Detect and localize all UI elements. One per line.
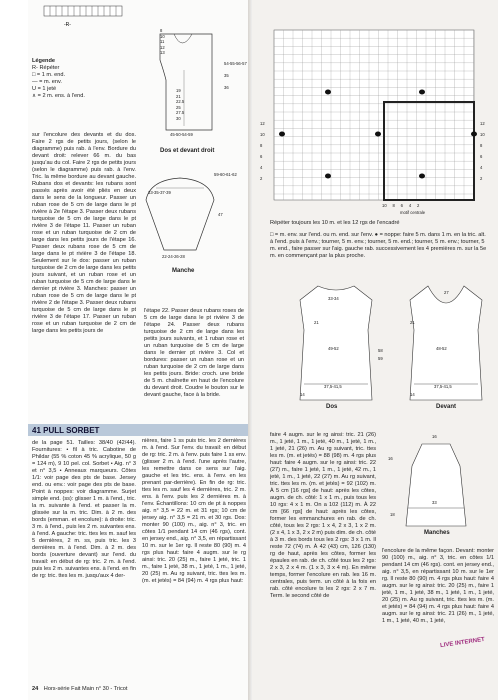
- sleeve-mid-label: 33-35-37-39: [148, 190, 171, 195]
- publication-name: Hors-série Fait Main n° 30 - Tricot: [43, 686, 128, 692]
- front-top-nums: 8 10 11 12 13: [160, 28, 165, 55]
- pull-col4: l'encolure de la même façon. Devant: monter 90 (100) m., aig. n° 3, tric. en côtes 1/1 pendant 14 cm (46 rgs). cont. en jersey end., aig. n° 3,5, en répartissant 10 m. sur le 1er rg. Il reste 80 (90) m. 4 rgs plus haut: faire 4 augm. sur le rg ainsi: tric. 20 (25) m., faire 1 jeté, 1 m., 1 jeté, 38 m., 1 jeté, 1 m., 1 jeté, 20 (25) m. Au rg suivant, tric. ttes les m. (m. et jetés) = 84 (94) m. 4 rgs plus haut: faire 4 augm. sur le rg ainsi: tric. 21 (26) m., 1 jeté, 1 m., 1 jeté, 40 m., 1 jeté,: [382, 548, 494, 624]
- manches-schematic: [396, 436, 476, 536]
- legend-item: R- Répéter: [32, 65, 60, 71]
- grid-note: Répéter toujours les 10 m. et les 12 rgs de l'encadré: [270, 220, 400, 226]
- legend-item: U = 1 jeté: [32, 86, 57, 92]
- devant-schematic: [406, 280, 486, 410]
- dos-caption: Dos: [326, 404, 338, 410]
- dos-num: 37,5-41,5: [324, 384, 342, 389]
- devant-num: 37,5-41,5: [434, 384, 452, 389]
- manche-schematic: [140, 170, 220, 260]
- sleeve-bottom-label: 22-24-26-28: [162, 254, 185, 259]
- devant-num: 27: [444, 290, 449, 295]
- sleeve-side-label: 47: [218, 212, 223, 217]
- right-page: [252, 0, 498, 700]
- instructions-col1: sur l'encolure des devants et du dos. Faire 2 rgs de petits jours, (selon le diagramme) puis rab. à l'env. Bordure du devant droit: relever 66 m. du bas jusqu'au du col. Faire 2 rgs de petits jours (selon le diagramme) puis rab. à l'env. Tric. la même bordure au devant gauche. Rubans dos et devants: les rubans sont passés après avoir été pliés en deux dans le sens de la longueur. Passer un ruban rose de 5 cm de large dans le pt rivière à 2e l'étape 3. Passer deux rubans turquoise de 5 cm de large dans le pt rivière 3 de l'étape 11. Passer un ruban rose et un ruban turquoise de 2 cm de large dans les petits jours de l'étape 16. Passer deux rubans rose de 5 cm de large dans le pt rivière 3 de l'étape 18. Seulement sur le dos: passer un ruban turquoise de 2 cm de large dans les petits jours suivant, et un ruban rose et un ruban turquoise de 5 cm de large dans le dernier pt rivière 3. Manches: passer un ruban rose de 5 cm de large dans le pt rivière 2 de l'étape 3. Passer deux rubans turquoise de 5 cm de large dans le pt rivière 3 de l'étape 17. Passer un ruban rose et un ruban turquoise de 2 cm de large dans les petits jours de: [32, 132, 136, 334]
- legend-item: — = m. env.: [32, 79, 62, 85]
- dos-num: 33-34: [328, 296, 339, 301]
- watermark: LIVE INTERNET: [439, 636, 486, 650]
- grid-bottom-nums: 10 8 6 4 2: [382, 203, 420, 208]
- stitch-chart: [44, 6, 122, 28]
- pull-col2: nières, faire 1 ss puis tric. les 2 dernières m. à l'end. Sur l'env. du travail: en début de rg: tric. 2 m. à l'env. puis faire 1 ss env. (glisser 2 m. à l'end. l'une après l'autre, les remettre dans ce sens sur l'aig. gauche et les tric. ens. à l'env. en les prenant par-derrière). En fin de rg: tric. ttes les m. sauf les 4 dernières, tric. 2 m. ens. à l'env. puis les 2 dernières m. à l'env. Échantillons: 10 cm de pt à noppes aig. n° 3,5 = 22 m. et 31 rgs; 10 cm de jersey aig. n° 3,5 = 21 m. et 30 rgs. Dos: monter 90 (100) m., aig. n° 3, tric. en côtes 1/1 pendant 14 cm (46 rgs), cont. en jersey end., aig. n° 3,5, en répartissant 10 m. sur le 1er rg. Il reste 80 (90) m. 4 rgs plus haut: faire 4 augm. sur le rg ainsi: tric. 20 (25) m., faire 1 jeté, tric. 1 m., faire 1 jeté, 38 m., 1 jeté, 1 m., 1 jeté, 20 (25) m. Au rg suivant, tric. ttes les m. (m. et jetés) = 84 (94) m. 4 rgs plus haut:: [142, 438, 246, 584]
- dos-num: 58: [378, 348, 383, 353]
- noppe-legend: □ = m. env. sur l'end. ou m. end. sur l'env. ● = noppe: faire 5 m. dans 1 m. en la tric. alt. à l'end. puis à l'env.; tourner, 5 m. env.; tourner, 5 m. end.; tourner, 5 m. env.; tourner, 5 m. end., faire passer sur l'aig. gauche rab. successivement les 4 premières m. sur la 5e m. en commençant par la plus proche.: [270, 232, 487, 259]
- page-number: 24: [32, 686, 39, 692]
- left-margin: [0, 0, 28, 700]
- front-bottom-nums: 45-50-54-59: [170, 132, 193, 137]
- dos-num: 14: [300, 392, 305, 397]
- manches-num: 33: [432, 500, 437, 505]
- manches-num: 18: [390, 512, 395, 517]
- section-title: 41 PULL SORBET: [32, 426, 100, 435]
- dos-num: 49-52: [328, 346, 339, 351]
- svg-text:-R-: [64, 22, 71, 28]
- manches-num: 16: [388, 456, 393, 461]
- footer: [32, 686, 127, 692]
- devant-num: 21: [410, 320, 415, 325]
- dos-num: 21: [314, 320, 319, 325]
- legend: [32, 58, 112, 100]
- left-page: [0, 0, 248, 700]
- devant-caption: Devant: [436, 404, 457, 410]
- manches-num: 16: [432, 434, 437, 439]
- front-inner-nums: 19 21 22.5 25 27.5 30: [176, 88, 185, 121]
- grid-side-nums: 12 10 8 6 4 2: [480, 121, 485, 181]
- front-caption: Dos et devant droit: [160, 148, 215, 154]
- legend-item: ∧ = 2 m. ens. à l'end.: [32, 93, 85, 99]
- sleeve-caption: Manche: [172, 268, 195, 274]
- legend-item: □ = 1 m. end.: [32, 72, 66, 78]
- pull-col1: de la page 51. Tailles: 38/40 (42/44). Fournitures: • fil à tric. Cabotine de Phildar (55 % coton 45 % acrylique, 50 g = 124 m), 9 10 pel. col. Sorbet • Aig. n° 3 et n° 3,5 • Anneaux marqueurs. Côtes 1/1: voir page des pts de base. Jersey end. ou env.: voir page des pts de base. Point à noppes: voir diagramme. Surjet simple end. (ss): glisser 1 m. à l'end., tric. la m. suivante à l'end. et passer la m. glissée sur la m. tric. Dim. à 2 m. des bords (emman. et encolure): à droite: tric. 3 m. à l'end., puis les 2 m. suivantes ens. à l'end. A gauche: tric. ttes les m. sauf les 5 dernières, 2 m. ss, puis tric. les 3 dernières m. à l'end. Dim. à 2 m. des bords (ouverture devant) sur l'end. du travail: en début de rg: tric. 2 m. à l'end. puis les 2 m. suivantes ens. à l'end. en fin de rg: tric. ttes les m. jusqu'aux 4 der-: [32, 440, 136, 579]
- devant-num: 14: [410, 392, 415, 397]
- front-right-nums: 54-55-56-57 35 36: [224, 61, 247, 90]
- devant-num: 48-52: [436, 346, 447, 351]
- legend-title: Légende: [32, 58, 56, 64]
- motif-label: motif centrale: [400, 210, 426, 215]
- pull-col3: faire 4 augm. sur le rg ainsi: tric. 21 (26) m., 1 jeté, 1 m., 1 jeté, 40 m., 1 jeté, 1 m., 1 jeté, 21 (26) m. Au rg suivant, tric. ttes les m. (m. et jetés) = 88 (98) m. 4 rgs plus haut: faire 4 augm. sur le rg ainsi: tric. 22 (27) m., faire 1 jeté, 1 m., 1 jeté, 42 m., 1 jeté, 1 m., 1 jeté, 22 (27) m. Au rg suivant, tric. ttes les m. (m. et jetés) = 92 (102) m. À 5 cm [16 rgs] de haut: après les côtes, augm. de ch. côté: 1 x 1 m., puis tous les 10 rgs: 4 x 1 m. On a 102 (112) m. À 22 cm [66 rgs] de haut: après les côtes, former les emmanchures en rab. de ch. côté, tous les 2 rgs: 1 x 4, 2 x 3, 1 x 2 m. (2 x 4, 1 x 3, 2 x 2 m) puis dim. de ch. côté à 3 m. des bords tous les 2 rgs: 3 x 1 m. Il reste 72 (74) m. À 42 (43) cm, 126 (130) rg de haut, après les côtes, former les épaules en rab. de ch. côté tous les 2 rgs: 2 x 3, 2 x 4 m. (1 x 3, 3 x 4 m). En même temps, former l'encolure en rab. les 16 m. centrales, puis term. un côté à la fois en rab. côté encolure ts les 2 rgs: 2 x 7 m. Term. le second côté de: [270, 432, 376, 599]
- dos-num: 59: [378, 356, 383, 361]
- noppe-grid: [274, 30, 474, 200]
- pattern-repeat-label: -R-: [64, 22, 71, 28]
- sleeve-top-label: 59-60-61-62: [214, 172, 237, 177]
- grid-left-nums: 12 10 8 6 4 2: [260, 121, 265, 181]
- manches-caption: Manches: [424, 530, 450, 536]
- instructions-col2: l'étape 22. Passer deux rubans roses de 5 cm de large dans le pt rivière 3 de l'étape 24. Passer deux rubans turquoise de 2 cm de large dans les petits jours suivants, et 1 ruban rose et un ruban turquoise de 5 cm de large dans le dernier pt rivière 3. Col et bordures: passer un ruban rose et un ruban turquoise de 2 cm de large dans les petits jours. Bride: croch. une bride de 5 m. chaînette en haut de l'encolure du devant droit. Coudre le bouton sur le devant gauche, face à la bride.: [144, 308, 244, 398]
